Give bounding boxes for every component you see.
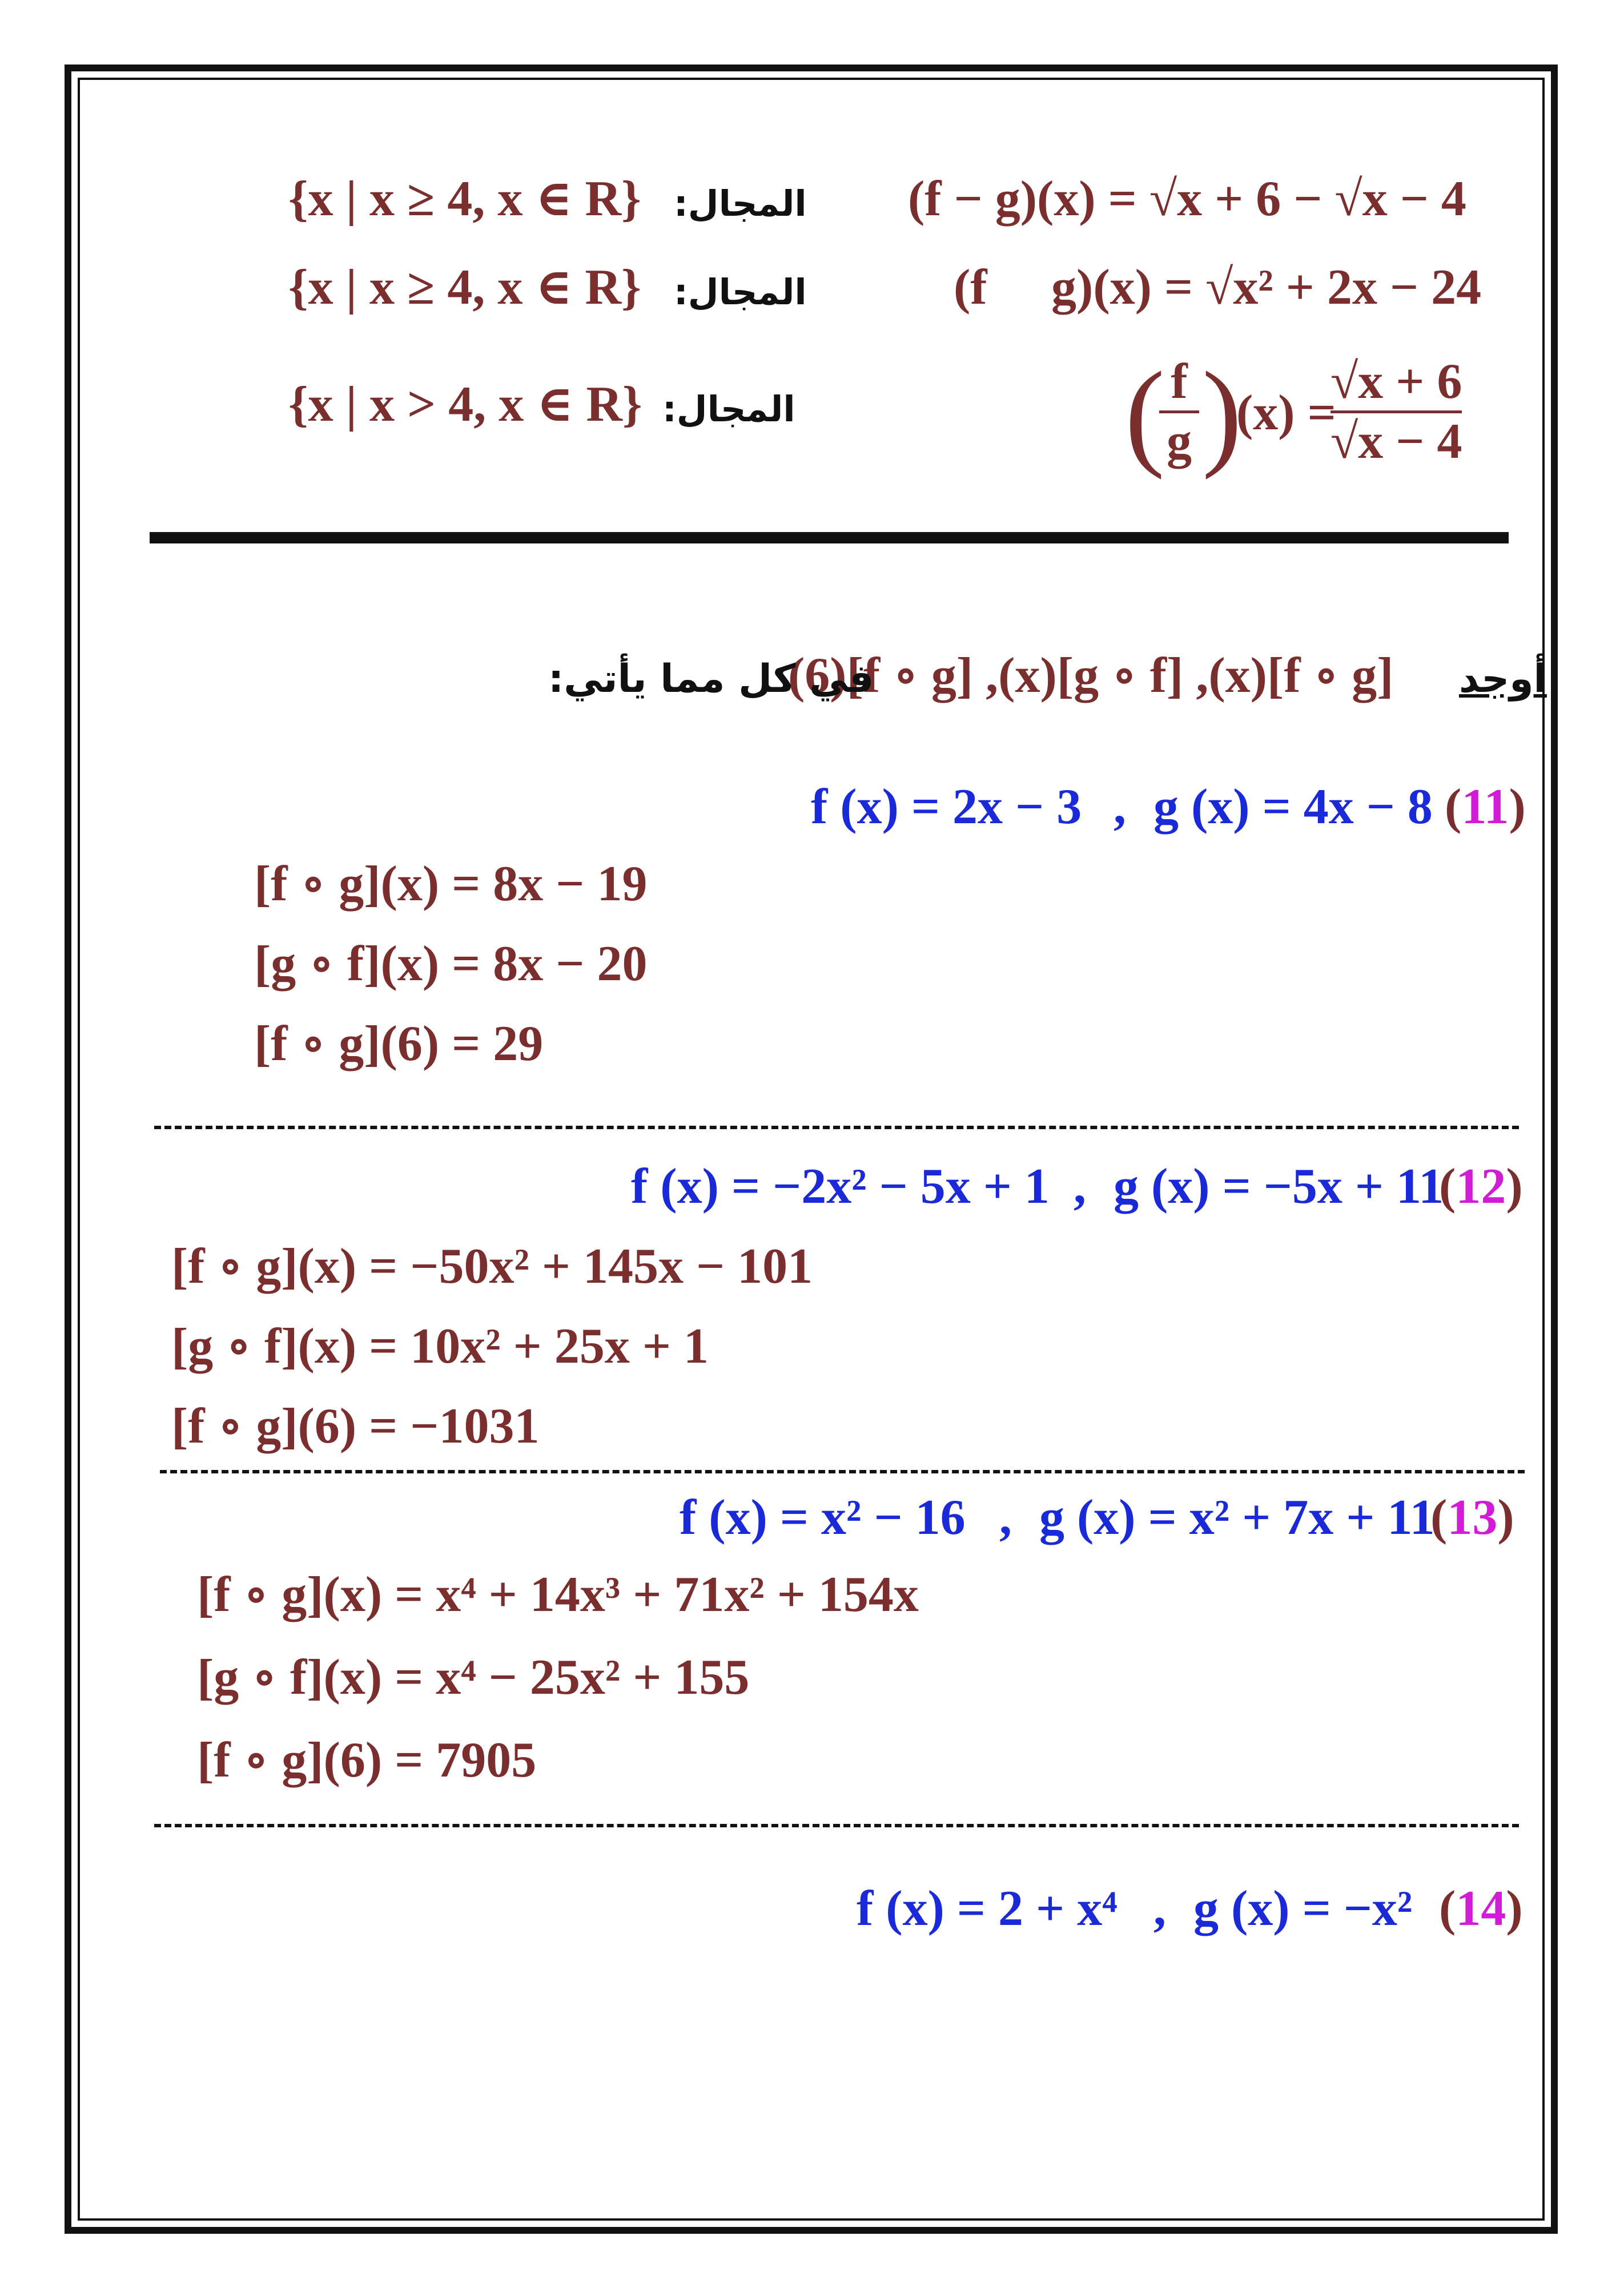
problem-12-answer-1: [f ∘ g](x) = −50x² + 145x − 101 — [171, 1239, 813, 1294]
problem-13-answer-1: [f ∘ g](x) = x⁴ + 14x³ + 71x² + 154x — [197, 1567, 919, 1622]
problem-14-number: (14) — [1439, 1881, 1523, 1936]
dashed-divider-3 — [154, 1824, 1519, 1827]
dashed-divider-1 — [154, 1126, 1519, 1129]
domain-label-2: المجال: — [674, 271, 807, 313]
lhs-denominator: g — [1167, 414, 1192, 469]
problem-12-answer-2: [g ∘ f](x) = 10x² + 25x + 1 — [171, 1319, 709, 1374]
rhs-fraction-bar — [1330, 410, 1462, 413]
instruction-verb: أوجد — [1459, 656, 1547, 702]
dashed-divider-2 — [160, 1470, 1525, 1473]
problem-11-answer-3: [f ∘ g](6) = 29 — [254, 1016, 544, 1072]
problem-14-given-f: f (x) = 2 + x⁴ — [857, 1881, 1117, 1936]
problem-13-answer-3: [f ∘ g](6) = 7905 — [197, 1733, 537, 1788]
instruction-tail: في كل مما يأتي: — [548, 656, 874, 702]
domain-value-1: {x | x ≥ 4, x ∈ R} — [288, 171, 641, 227]
problem-12-answer-3: [f ∘ g](6) = −1031 — [171, 1399, 540, 1454]
problem-13-number: (13) — [1430, 1490, 1514, 1545]
instruction-expressions: (6)[f ∘ g] ,(x)[g ∘ f] ,(x)[f ∘ g] — [788, 648, 1394, 703]
problem-11-answer-2: [g ∘ f](x) = 8x − 20 — [254, 936, 648, 992]
domain-value-2: {x | x ≥ 4, x ∈ R} — [288, 260, 641, 315]
formula-f-minus-g: (f − g)(x) = √x + 6 − √x − 4 — [908, 171, 1466, 227]
section-divider — [150, 532, 1509, 543]
problem-13-given-f: f (x) = x² − 16 — [680, 1490, 966, 1545]
lhs-numerator: f — [1171, 354, 1188, 409]
problem-12-given-g: g (x) = −5x + 11 — [1114, 1159, 1444, 1214]
rhs-numerator: √x + 6 — [1330, 354, 1462, 409]
problem-14-number-text: 14 — [1456, 1881, 1506, 1936]
left-paren: ( — [1125, 348, 1165, 480]
lhs-tail: (x) = — [1236, 385, 1336, 441]
problem-14-given-sep: , — [1153, 1881, 1166, 1936]
lhs-fraction-bar — [1159, 410, 1199, 413]
problem-11-given-sep: , — [1114, 779, 1126, 835]
problem-12-given-f: f (x) = −2x² − 5x + 1 — [631, 1159, 1050, 1214]
domain-label-3: المجال: — [662, 388, 795, 430]
problem-13-number-text: 13 — [1447, 1490, 1498, 1545]
problem-13-given-sep: , — [999, 1490, 1012, 1545]
problem-11-given-g: g (x) = 4x − 8 — [1153, 779, 1433, 835]
domain-label-1: المجال: — [674, 183, 807, 224]
right-paren: ) — [1202, 348, 1242, 480]
problem-12-given-sep: , — [1074, 1159, 1086, 1214]
problem-11-answer-1: [f ∘ g](x) = 8x − 19 — [254, 856, 648, 912]
problem-11-number-text: 11 — [1461, 779, 1509, 835]
problem-12-number-text: 12 — [1456, 1159, 1506, 1214]
formula-f-times-g: (f ⃞ g)(x) = √x² + 2x − 24 — [954, 260, 1482, 315]
problem-14-given-g: g (x) = −x² — [1193, 1881, 1413, 1936]
problem-11-given-f: f (x) = 2x − 3 — [811, 779, 1082, 835]
problem-12-number: (12) — [1439, 1159, 1523, 1214]
problem-13-answer-2: [g ∘ f](x) = x⁴ − 25x² + 155 — [197, 1650, 750, 1705]
rhs-denominator: √x − 4 — [1330, 414, 1462, 469]
problem-13-given-g: g (x) = x² + 7x + 11 — [1039, 1490, 1435, 1545]
domain-value-3: {x | x > 4, x ∈ R} — [288, 377, 642, 432]
problem-11-number: (11) — [1445, 779, 1526, 835]
